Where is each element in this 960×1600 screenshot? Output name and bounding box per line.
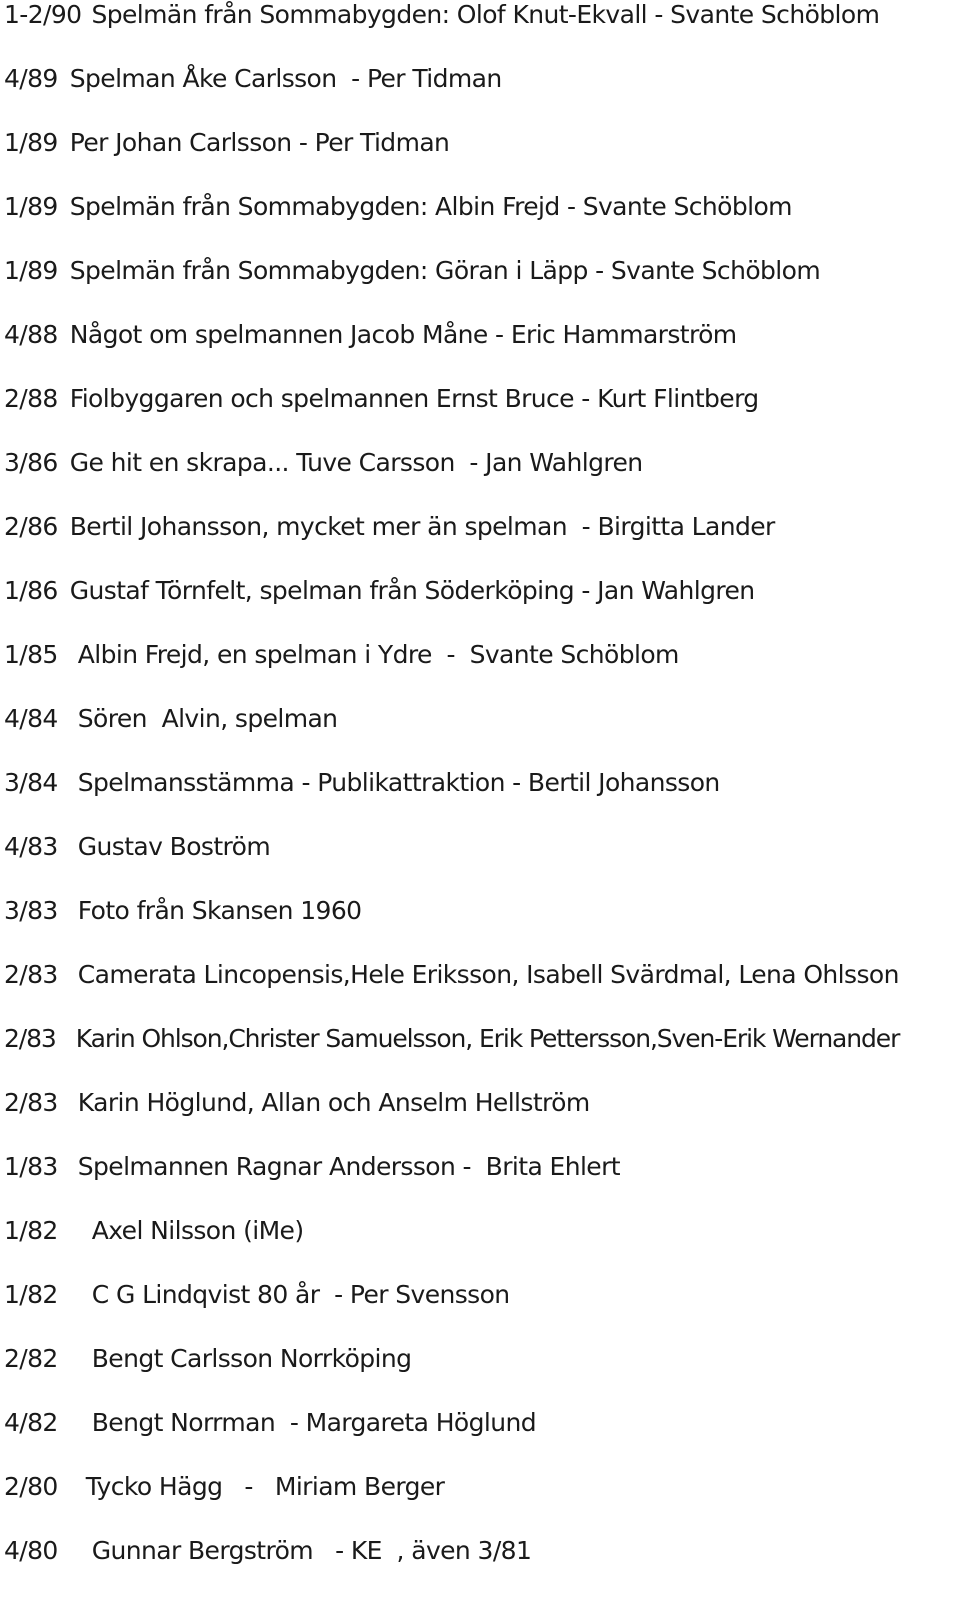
article-title: Spelmän från Sommabygden: Albin Frejd - Svante Schöblom [69,192,792,221]
issue-number: 4/89 [4,64,58,93]
article-title: Spelmän från Sommabygden: Göran i Läpp - Svante Schöblom [69,256,821,285]
issue-number: 2/83 [4,960,58,989]
issue-number: 4/82 [4,1408,58,1437]
list-item [4,576,958,640]
issue-number: 1/86 [4,576,58,605]
article-title: Spelmän från Sommabygden: Olof Knut-Ekvall - Svante Schöblom [91,0,880,29]
list-item [4,832,958,896]
issue-number: 4/88 [4,320,58,349]
list-item [4,320,958,384]
article-title: Gunnar Bergström - KE , även 3/81 [91,1536,532,1565]
issue-number: 1/85 [4,640,58,669]
issue-number: 1/89 [4,128,58,157]
article-title: Axel Nilsson (iMe) [91,1216,304,1245]
article-title: Spelman Åke Carlsson - Per Tidman [69,64,502,93]
issue-number: 3/86 [4,448,58,477]
article-title: Karin Höglund, Allan och Anselm Hellström [77,1088,590,1117]
issue-number: 2/80 [4,1472,58,1501]
list-item [4,512,958,576]
issue-number: 1/89 [4,192,58,221]
list-item [4,0,958,64]
list-item [4,1408,958,1472]
issue-number: 1/83 [4,1152,58,1181]
article-title: C G Lindqvist 80 år - Per Svensson [91,1280,510,1309]
article-title: Ge hit en skrapa... Tuve Carsson - Jan Wahlgren [69,448,643,477]
list-item [4,704,958,768]
article-title: Camerata Lincopensis,Hele Eriksson, Isabell Svärdmal, Lena Ohlsson [77,960,899,989]
list-item [4,1024,958,1088]
list-item [4,448,958,512]
list-item [4,128,958,192]
article-list [4,0,958,1600]
list-item [4,1088,958,1152]
list-item [4,384,958,448]
list-item [4,192,958,256]
article-title: Spelmannen Ragnar Andersson - Brita Ehlert [77,1152,620,1181]
issue-number: 1-2/90 [4,0,82,29]
article-title: Albin Frejd, en spelman i Ydre - Svante Schöblom [77,640,679,669]
list-item [4,768,958,832]
article-title: Gustaf Törnfelt, spelman från Söderköping - Jan Wahlgren [69,576,755,605]
list-item [4,64,958,128]
article-title: Något om spelmannen Jacob Måne - Eric Hammarström [69,320,737,349]
issue-number: 4/84 [4,704,58,733]
article-title: Bengt Norrman - Margareta Höglund [91,1408,536,1437]
list-item [4,1216,958,1280]
list-item [4,1152,958,1216]
list-item [4,1344,958,1408]
list-item [4,1472,958,1536]
article-title: Sören Alvin, spelman [77,704,338,733]
list-item [4,960,958,1024]
issue-number: 4/80 [4,1536,58,1565]
issue-number: 2/83 [4,1088,58,1117]
issue-number: 1/82 [4,1216,58,1245]
article-title: Gustav Boström [77,832,271,861]
article-title: Tycko Hägg - Miriam Berger [85,1472,445,1501]
issue-number: 4/83 [4,832,58,861]
issue-number: 2/86 [4,512,58,541]
issue-number: 3/83 [4,896,58,925]
list-item [4,896,958,960]
article-title: Karin Ohlson,Christer Samuelsson, Erik Pettersson,Sven-Erik Wernander [75,1024,900,1053]
list-item [4,256,958,320]
list-item [4,1536,958,1600]
issue-number: 3/84 [4,768,58,797]
article-title: Foto från Skansen 1960 [77,896,362,925]
issue-number: 1/82 [4,1280,58,1309]
list-item [4,640,958,704]
article-title: Fiolbyggaren och spelmannen Ernst Bruce - Kurt Flintberg [69,384,759,413]
article-title: Spelmansstämma - Publikattraktion - Bertil Johansson [77,768,720,797]
issue-number: 2/82 [4,1344,58,1373]
issue-number: 2/83 [4,1024,56,1053]
article-title: Per Johan Carlsson - Per Tidman [69,128,450,157]
issue-number: 2/88 [4,384,58,413]
list-item [4,1280,958,1344]
issue-number: 1/89 [4,256,58,285]
article-title: Bengt Carlsson Norrköping [91,1344,412,1373]
article-title: Bertil Johansson, mycket mer än spelman - Birgitta Lander [69,512,775,541]
